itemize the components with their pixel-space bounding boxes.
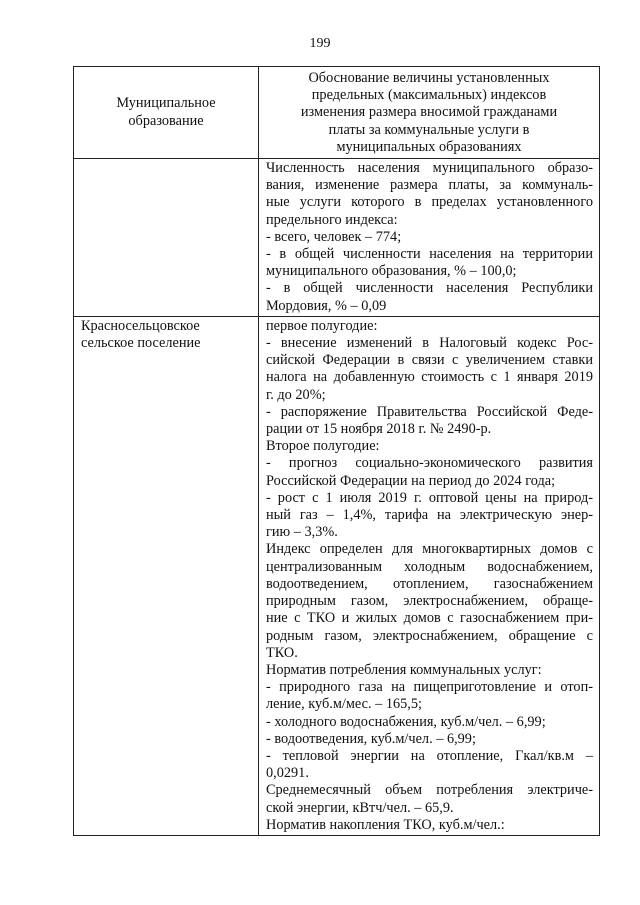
justification-cell [259,316,600,835]
justification-text-line: г. до 20%; [266,386,326,403]
municipality-name-line: сельское поселение [81,335,201,352]
header-justification [259,67,600,159]
justification-text-line: гию – 3,3%. [266,524,338,541]
page-number: 199 [309,36,331,51]
header-municipality-line: Муниципальное [116,95,216,112]
justification-text-line: ской энергии, кВтч/чел. – 65,9. [266,799,454,816]
justification-text-line: - всего, человек – 774; [266,228,402,245]
header-justification-line: предельных (максимальных) индексов [311,87,547,104]
header-municipality [74,67,259,159]
header-justification-line: муниципальных образованиях [336,138,522,155]
justification-text-line: - рост с 1 июля 2019 г. оптовой цены на природ- [266,489,593,506]
justification-text-line: - холодного водоснабжения, куб.м/чел. – 6,99; [266,713,546,730]
justification-text-line: ТКО. [266,644,298,661]
header-justification-line: изменения размера вносимой гражданами [300,104,558,121]
justification-text-line: ные услуги которого в пределах установленного [266,194,593,211]
justification-text-line: централизованным холодным водоснабжением, [266,558,593,575]
justification-text-line: налога на добавленную стоимость с 1 января 2019 [266,369,593,386]
header-justification-line: платы за коммунальные услуги в [328,121,530,138]
justification-text-line: Индекс определен для многоквартирных домов с [266,541,593,558]
document-table [73,66,600,836]
municipality-name-line: Красносельцовское [81,317,200,334]
municipality-cell [74,316,259,835]
table-row [74,316,600,835]
justification-cell [259,159,600,317]
justification-text-line: - тепловой энергии на отопление, Гкал/кв.м – [266,747,593,764]
justification-text-line: Второе полугодие: [266,438,380,455]
justification-text-line: Среднемесячный объем потребления электриче- [266,782,593,799]
justification-text-line: ление, куб.м/мес. – 165,5; [266,696,422,713]
justification-text-line: Норматив накопления ТКО, куб.м/чел.: [266,816,505,833]
table-header-row [74,67,600,159]
justification-text-line: Российской Федерации на период до 2024 года; [266,472,556,489]
justification-text-line: водоотведением, отоплением, газоснабжением [266,575,593,592]
justification-text-line: 0,0291. [266,765,309,782]
table-row [74,159,600,317]
justification-text-line: - природного газа на пищеприготовление и отоп- [266,679,593,696]
justification-text-line: первое полугодие: [266,317,378,334]
justification-text-line: ный газ – 1,4%, тарифа на электрическую энер- [266,507,593,524]
justification-text-line: - распоряжение Правительства Российской Феде- [266,403,593,420]
justification-text-line: ние с ТКО и жилых домов с газоснабжением при- [266,610,593,627]
justification-text-line: сийской Федерации в связи с увеличением ставки [266,352,593,369]
justification-text-line: родным газом, электроснабжением, обращение с [266,627,593,644]
justification-text-line: Мордовия, % – 0,09 [266,297,387,314]
justification-text-line: муниципального образования, % – 100,0; [266,263,517,280]
justification-text-line: предельного индекса: [266,211,398,228]
header-municipality-line: образование [128,112,204,129]
justification-text-line: - в общей численности населения на территории [266,246,593,263]
justification-text-line: - водоотведения, куб.м/чел. – 6,99; [266,730,476,747]
justification-text-line: Численность населения муниципального образо- [266,160,593,177]
justification-text-line: вания, изменение размера платы, за коммуналь- [266,177,593,194]
justification-text-line: природным газом, электроснабжением, обраще- [266,593,593,610]
justification-text-line: - внесение изменений в Налоговый кодекс Рос- [266,335,593,352]
justification-text-line: - прогноз социально-экономического развития [266,455,593,472]
justification-text-line: рации от 15 ноября 2018 г. № 2490-р. [266,421,492,438]
municipality-cell [74,159,259,317]
justification-text-line: Норматив потребления коммунальных услуг: [266,661,542,678]
justification-text-line: - в общей численности населения Республики [266,280,593,297]
header-justification-line: Обоснование величины установленных [308,70,550,86]
